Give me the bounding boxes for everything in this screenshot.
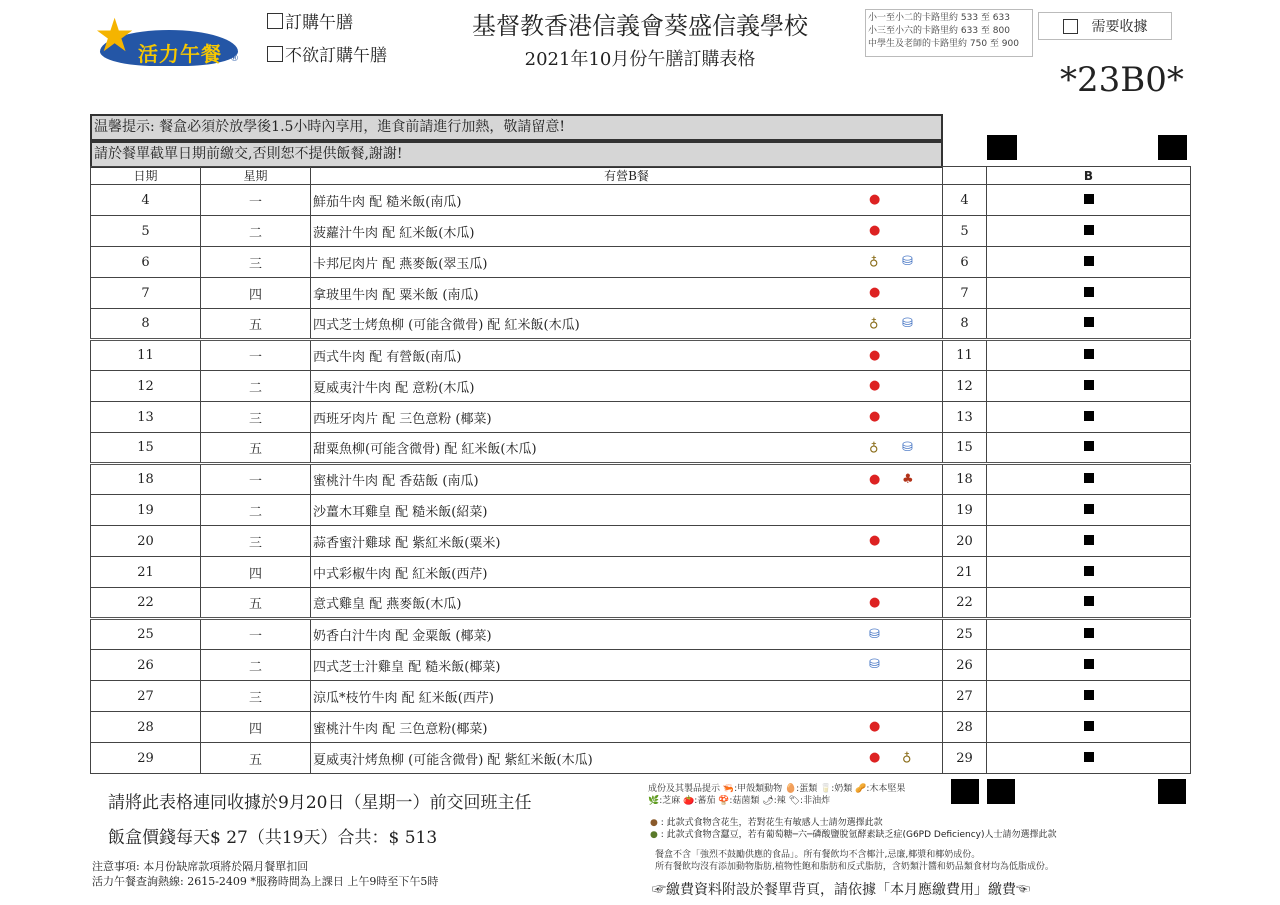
receipt-request[interactable] [1038,12,1172,40]
order-mark-icon[interactable] [1084,566,1094,576]
cell-date: 25 [91,619,201,650]
cell-menu [311,402,943,433]
cell-date: 4 [91,185,201,216]
tomato-icon: ● [869,223,881,238]
menu-item-text: 蒜香蜜汁雞球 配 紫紅米飯(粟米) [313,535,501,551]
menu-item-text: 沙薑木耳雞皇 配 糙米飯(紹菜) [313,504,488,520]
decline-lunch-option[interactable]: 不欲訂購午膳 [267,41,387,66]
table-row [91,402,1191,433]
milk-icon: ⛁ [902,316,913,331]
menu-item-text: 涼瓜*枝竹牛肉 配 紅米飯(西芹) [313,690,494,706]
cell-order-b[interactable] [987,495,1191,526]
allergy-notes: ● : 此款式食物含花生，若對花生有敏感人士請勿選擇此款 ● : 此款式食物含蠶豆，若有葡萄糖─六─磷酸鹽脫氫酵素缺乏症(G6PD Deficiency)人士請勿選擇此款 [650,818,1057,840]
egg-icon: ♁ [869,254,879,269]
tomato-icon: ● [869,719,881,734]
cell-weekday: 一 [201,340,311,371]
remarks: 餐盒不含「強烈不鼓勵供應的食品」。所有餐飲均不含椰汁,忌廉,椰漿和椰奶成份。 所有餐飲均沒有添加動物脂肪,植物性飽和脂肪和反式脂肪，含奶類汁醬和奶品類食材均為低脂成份。 [655,850,1054,872]
cell-weekday: 一 [201,464,311,495]
cell-date-repeat: 7 [943,278,987,309]
cell-date-repeat: 19 [943,495,987,526]
cell-date: 8 [91,309,201,340]
cell-order-b[interactable] [987,464,1191,495]
cell-menu [311,433,943,464]
cell-weekday: 五 [201,588,311,619]
cell-weekday: 一 [201,185,311,216]
cell-menu [311,340,943,371]
cell-date-repeat: 15 [943,433,987,464]
star-mascot-icon: ★ [94,8,136,62]
milk-icon: ⛁ [902,254,913,269]
table-row [91,495,1191,526]
tomato-icon: ● [869,285,881,300]
order-mark-icon[interactable] [1084,349,1094,359]
cell-weekday: 五 [201,433,311,464]
order-mark-icon[interactable] [1084,411,1094,421]
cell-order-b[interactable] [987,650,1191,681]
cell-weekday: 三 [201,402,311,433]
cell-date-repeat: 12 [943,371,987,402]
cell-date-repeat: 26 [943,650,987,681]
cell-order-b[interactable] [987,557,1191,588]
table-row [91,278,1191,309]
decline-lunch-checkbox[interactable] [267,46,283,62]
milk-icon: ⛁ [869,627,880,642]
milk-icon: ⛁ [869,657,880,672]
tomato-icon: ● [869,192,881,207]
cell-weekday: 五 [201,309,311,340]
menu-item-text: 蜜桃汁牛肉 配 香菇飯 (南瓜) [313,474,479,489]
cell-order-b[interactable] [987,340,1191,371]
cell-menu [311,309,943,340]
cell-date: 11 [91,340,201,371]
header-weekday: 星期 [201,167,311,185]
table-row [91,712,1191,743]
registration-mark [1158,779,1186,804]
table-row [91,371,1191,402]
order-mark-icon[interactable] [1084,628,1094,638]
table-row [91,433,1191,464]
tomato-icon: ● [869,472,881,487]
calorie-info: 小一至小二的卡路里約 533 至 633 小三至小六的卡路里約 633 至 800 中學生及老師的卡路里約 750 至 900 [865,9,1033,57]
cell-date: 6 [91,247,201,278]
receipt-label: 需要收據 [1091,19,1148,35]
cell-date-repeat: 27 [943,681,987,712]
cell-order-b[interactable] [987,712,1191,743]
cell-menu [311,557,943,588]
menu-item-text: 西式牛肉 配 有營飯(南瓜) [313,350,462,365]
order-mark-icon[interactable] [1084,194,1094,204]
cell-weekday: 四 [201,278,311,309]
cell-date: 26 [91,650,201,681]
cell-menu [311,588,943,619]
form-title: 2021年10月份午膳訂購表格 [524,49,756,70]
cell-menu [311,464,943,495]
menu-item-text: 蜜桃汁牛肉 配 三色意粉(椰菜) [313,721,488,737]
cell-menu [311,681,943,712]
table-row [91,557,1191,588]
payment-note: ☞繳費資料附設於餐單背頁，請依據「本月應繳費用」繳費☜ [652,882,1030,898]
cell-weekday: 三 [201,247,311,278]
cell-order-b[interactable] [987,185,1191,216]
cell-date-repeat: 13 [943,402,987,433]
cell-date: 15 [91,433,201,464]
cell-date: 5 [91,216,201,247]
cell-menu [311,495,943,526]
order-mark-icon[interactable] [1084,690,1094,700]
table-row [91,619,1191,650]
menu-item-text: 夏威夷汁烤魚柳 (可能含微骨) 配 紫紅米飯(木瓜) [313,752,593,768]
cell-weekday: 二 [201,371,311,402]
cell-date-repeat: 6 [943,247,987,278]
tomato-icon: ● [869,378,881,393]
cell-order-b[interactable] [987,371,1191,402]
cell-order-b[interactable] [987,433,1191,464]
footer-notes: 注意事項: 本月份缺席款項將於隔月餐單扣回 活力午餐查詢熱線: 2615-2409 *服務時間為上課日 上午9時至下午5時 [92,860,439,888]
lunch-order-table [90,166,1191,774]
cell-date: 18 [91,464,201,495]
cell-date: 29 [91,743,201,774]
cell-weekday: 二 [201,495,311,526]
order-mark-icon[interactable] [1084,256,1094,266]
cell-menu [311,185,943,216]
cell-menu [311,650,943,681]
table-row [91,216,1191,247]
submit-notice: 請將此表格連同收據於9月20日（星期一）前交回班主任 [108,793,532,813]
cell-weekday: 三 [201,526,311,557]
peanut-icon: ● [650,818,658,828]
order-mark-icon[interactable] [1084,317,1094,327]
header-column-b: B [987,167,1191,185]
cell-date: 19 [91,495,201,526]
cell-date-repeat: 29 [943,743,987,774]
menu-item-text: 四式芝士汁雞皇 配 糙米飯(椰菜) [313,659,501,675]
cell-date: 21 [91,557,201,588]
cell-order-b[interactable] [987,588,1191,619]
order-mark-icon[interactable] [1084,596,1094,606]
cell-weekday: 二 [201,216,311,247]
cell-weekday: 四 [201,557,311,588]
cell-order-b[interactable] [987,247,1191,278]
cell-menu [311,247,943,278]
cell-date: 7 [91,278,201,309]
menu-item-text: 夏威夷汁牛肉 配 意粉(木瓜) [313,380,475,396]
cell-menu [311,526,943,557]
menu-item-text: 拿玻里牛肉 配 粟米飯 (南瓜) [313,287,479,303]
table-row [91,309,1191,340]
cell-date-repeat: 11 [943,340,987,371]
cell-date-repeat: 25 [943,619,987,650]
order-mark-icon[interactable] [1084,752,1094,762]
egg-icon: ♁ [869,316,879,331]
menu-item-text: 西班牙肉片 配 三色意粉 (椰菜) [313,411,492,427]
cell-order-b[interactable] [987,619,1191,650]
tomato-icon: ● [869,595,881,610]
cell-date-repeat: 5 [943,216,987,247]
order-mark-icon[interactable] [1084,287,1094,297]
header-menu: 有營B餐 [311,167,943,185]
cell-date-repeat: 20 [943,526,987,557]
cell-order-b[interactable] [987,681,1191,712]
order-mark-icon[interactable] [1084,504,1094,514]
cell-order-b[interactable] [987,402,1191,433]
receipt-checkbox[interactable] [1063,19,1078,34]
menu-item-text: 奶香白汁牛肉 配 金粟飯 (椰菜) [313,629,492,644]
cell-date: 20 [91,526,201,557]
cell-date-repeat: 4 [943,185,987,216]
cell-order-b[interactable] [987,278,1191,309]
table-row [91,681,1191,712]
cell-date: 28 [91,712,201,743]
registration-mark [987,779,1015,804]
tomato-icon: ● [869,533,881,548]
cell-menu [311,743,943,774]
cell-date-repeat: 8 [943,309,987,340]
cell-date-repeat: 28 [943,712,987,743]
table-header-row [91,167,1191,185]
price-summary: 飯盒價錢每天$ 27（共19天）合共：$ 513 [108,828,438,848]
cell-menu [311,278,943,309]
registration-mark [951,779,979,804]
lunch-provider-logo: ★ 活力午餐 ® [94,8,239,66]
cell-weekday: 一 [201,619,311,650]
hand-pointer-icon: ☞ [652,882,666,898]
table-row [91,185,1191,216]
table-row [91,340,1191,371]
cell-date-repeat: 22 [943,588,987,619]
tomato-icon: ● [869,750,881,765]
order-mark-icon[interactable] [1084,659,1094,669]
cell-weekday: 二 [201,650,311,681]
header-date: 日期 [91,167,201,185]
order-mark-icon[interactable] [1084,380,1094,390]
order-mark-icon[interactable] [1084,721,1094,731]
order-lunch-option[interactable]: 訂購午膳 [267,8,353,33]
hand-pointer-icon: ☜ [1016,882,1030,898]
cell-weekday: 三 [201,681,311,712]
cell-date: 12 [91,371,201,402]
tomato-icon: ● [869,348,881,363]
order-mark-icon[interactable] [1084,535,1094,545]
tomato-icon: ● [869,409,881,424]
broad-bean-icon: ● [650,830,658,840]
cell-date: 22 [91,588,201,619]
school-name: 基督教香港信義會葵盛信義學校 [472,12,808,40]
mushroom-icon: ♣ [902,472,914,487]
cell-menu [311,712,943,743]
cell-order-b[interactable] [987,309,1191,340]
logo-brand-text: 活力午餐 [138,42,222,66]
order-lunch-checkbox[interactable] [267,13,283,29]
egg-icon: ♁ [869,440,879,455]
cell-menu [311,216,943,247]
notice-reheat: 温馨提示: 餐盒必須於放學後1.5小時內享用，進食前請進行加熱，敬請留意! [90,114,943,141]
menu-item-text: 菠蘿汁牛肉 配 紅米飯(木瓜) [313,225,475,241]
menu-item-text: 甜粟魚柳(可能含微骨) 配 紅米飯(木瓜) [313,442,537,457]
order-mark-icon[interactable] [1084,441,1094,451]
cell-menu [311,371,943,402]
cell-date-repeat: 18 [943,464,987,495]
table-row [91,650,1191,681]
cell-weekday: 五 [201,743,311,774]
milk-icon: ⛁ [902,440,913,455]
cell-order-b[interactable] [987,526,1191,557]
order-mark-icon[interactable] [1084,473,1094,483]
cell-order-b[interactable] [987,743,1191,774]
cell-date: 27 [91,681,201,712]
menu-item-text: 四式芝士烤魚柳 (可能含微骨) 配 紅米飯(木瓜) [313,318,580,333]
cell-order-b[interactable] [987,216,1191,247]
menu-item-text: 鮮茄牛肉 配 糙米飯(南瓜) [313,194,462,210]
menu-item-text: 中式彩椒牛肉 配 紅米飯(西芹) [313,566,488,582]
table-row [91,588,1191,619]
notice-deadline: 請於餐單截單日期前繳交,否則恕不提供飯餐,謝謝! [90,141,943,168]
table-row [91,743,1191,774]
menu-item-text: 意式雞皇 配 燕麥飯(木瓜) [313,597,462,612]
table-row [91,247,1191,278]
header-blank [943,167,987,185]
table-row [91,464,1191,495]
cell-weekday: 四 [201,712,311,743]
registration-mark [987,135,1017,160]
menu-item-text: 卡邦尼肉片 配 燕麥飯(翠玉瓜) [313,256,488,272]
registration-mark [1158,135,1187,160]
form-code: *23B0* [1060,60,1184,100]
table-row [91,526,1191,557]
cell-menu [311,619,943,650]
egg-icon: ♁ [902,750,912,765]
ingredient-legend: 成份及其製品提示 🦐:甲殼類動物 🥚:蛋類 🥛:奶類 🥜:木本堅果 🌿:芝麻 🍅:蕃茄 🍄:菇菌類 🌶:辣 🏷:非油炸 [648,784,906,806]
cell-date: 13 [91,402,201,433]
order-mark-icon[interactable] [1084,225,1094,235]
cell-date-repeat: 21 [943,557,987,588]
